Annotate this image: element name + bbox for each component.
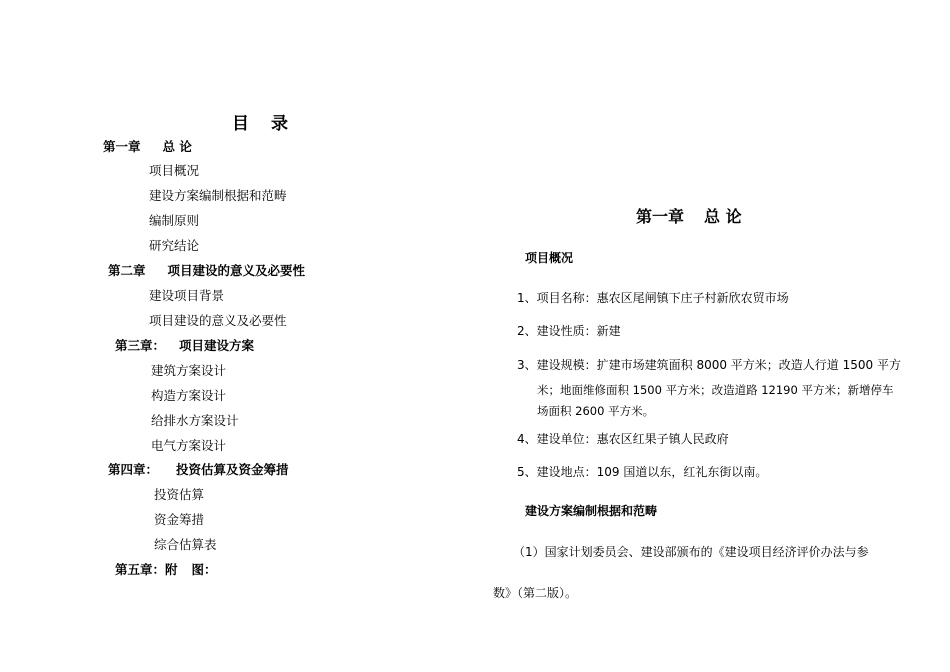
toc-chapter-4-label: 第四章： bbox=[108, 462, 159, 477]
list-item: 2、建设性质：新建 bbox=[517, 324, 621, 338]
paragraph-line: 数》（第二版）。 bbox=[493, 586, 578, 600]
toc-chapter-5 bbox=[115, 560, 217, 578]
toc-chapter-2 bbox=[108, 261, 305, 279]
toc-entry: 建设项目背景 bbox=[149, 288, 225, 303]
list-item-continuation: 米；地面维修面积 1500 平方米；改造道路 12190 平方米；新增停车 bbox=[537, 383, 894, 397]
toc-entry: 项目建设的意义及必要性 bbox=[149, 313, 287, 328]
chapter-page bbox=[475, 0, 950, 672]
list-item: 1、项目名称：惠农区尾闸镇下庄子村新欣农贸市场 bbox=[517, 291, 789, 305]
toc-chapter-1-title: 总 论 bbox=[162, 139, 192, 154]
toc-chapter-3-label: 第三章： bbox=[115, 338, 166, 353]
toc-entry: 建筑方案设计 bbox=[151, 363, 227, 378]
chapter-heading bbox=[636, 204, 742, 227]
toc-chapter-5-title: 图： bbox=[191, 562, 217, 577]
list-item-continuation: 场面积 2600 平方米。 bbox=[537, 404, 655, 418]
chapter-heading-title: 总 论 bbox=[704, 207, 742, 226]
toc-entry: 研究结论 bbox=[149, 238, 200, 253]
toc-chapter-3-title: 项目建设方案 bbox=[179, 338, 255, 353]
list-item: 5、建设地点：109 国道以东，红礼东街以南。 bbox=[517, 465, 768, 479]
toc-entry: 项目概况 bbox=[149, 163, 200, 178]
toc-chapter-1-label: 第一章 bbox=[103, 139, 141, 154]
toc-entry: 建设方案编制根据和范畴 bbox=[149, 188, 287, 203]
toc-entry: 给排水方案设计 bbox=[151, 413, 239, 428]
section-title: 项目概况 bbox=[525, 251, 574, 265]
toc-chapter-2-title: 项目建设的意义及必要性 bbox=[167, 263, 306, 278]
toc-chapter-2-label: 第二章 bbox=[108, 263, 146, 278]
toc-entry: 编制原则 bbox=[149, 213, 200, 228]
toc-chapter-1 bbox=[103, 137, 192, 155]
list-item: 4、建设单位：惠农区红果子镇人民政府 bbox=[517, 432, 729, 446]
toc-chapter-3 bbox=[115, 336, 254, 354]
chapter-heading-label: 第一章 bbox=[636, 207, 685, 226]
toc-entry: 资金筹措 bbox=[154, 512, 205, 527]
toc-entry: 投资估算 bbox=[154, 487, 205, 502]
list-item: 3、建设规模：扩建市场建筑面积 8000 平方米；改造人行道 1500 平方 bbox=[517, 358, 901, 372]
toc-chapter-4 bbox=[108, 460, 289, 478]
toc-chapter-4-title: 投资估算及资金筹措 bbox=[176, 462, 289, 477]
paragraph-line: （1）国家计划委员会、建设部颁布的《建设项目经济评价办法与参 bbox=[513, 545, 869, 559]
section-title: 建设方案编制根据和范畴 bbox=[525, 504, 658, 518]
toc-title: 目录 bbox=[232, 114, 310, 134]
toc-entry: 电气方案设计 bbox=[151, 438, 227, 453]
toc-chapter-5-label: 第五章：附 bbox=[115, 562, 178, 577]
toc-entry: 综合估算表 bbox=[154, 537, 217, 552]
toc-entry: 构造方案设计 bbox=[151, 388, 227, 403]
